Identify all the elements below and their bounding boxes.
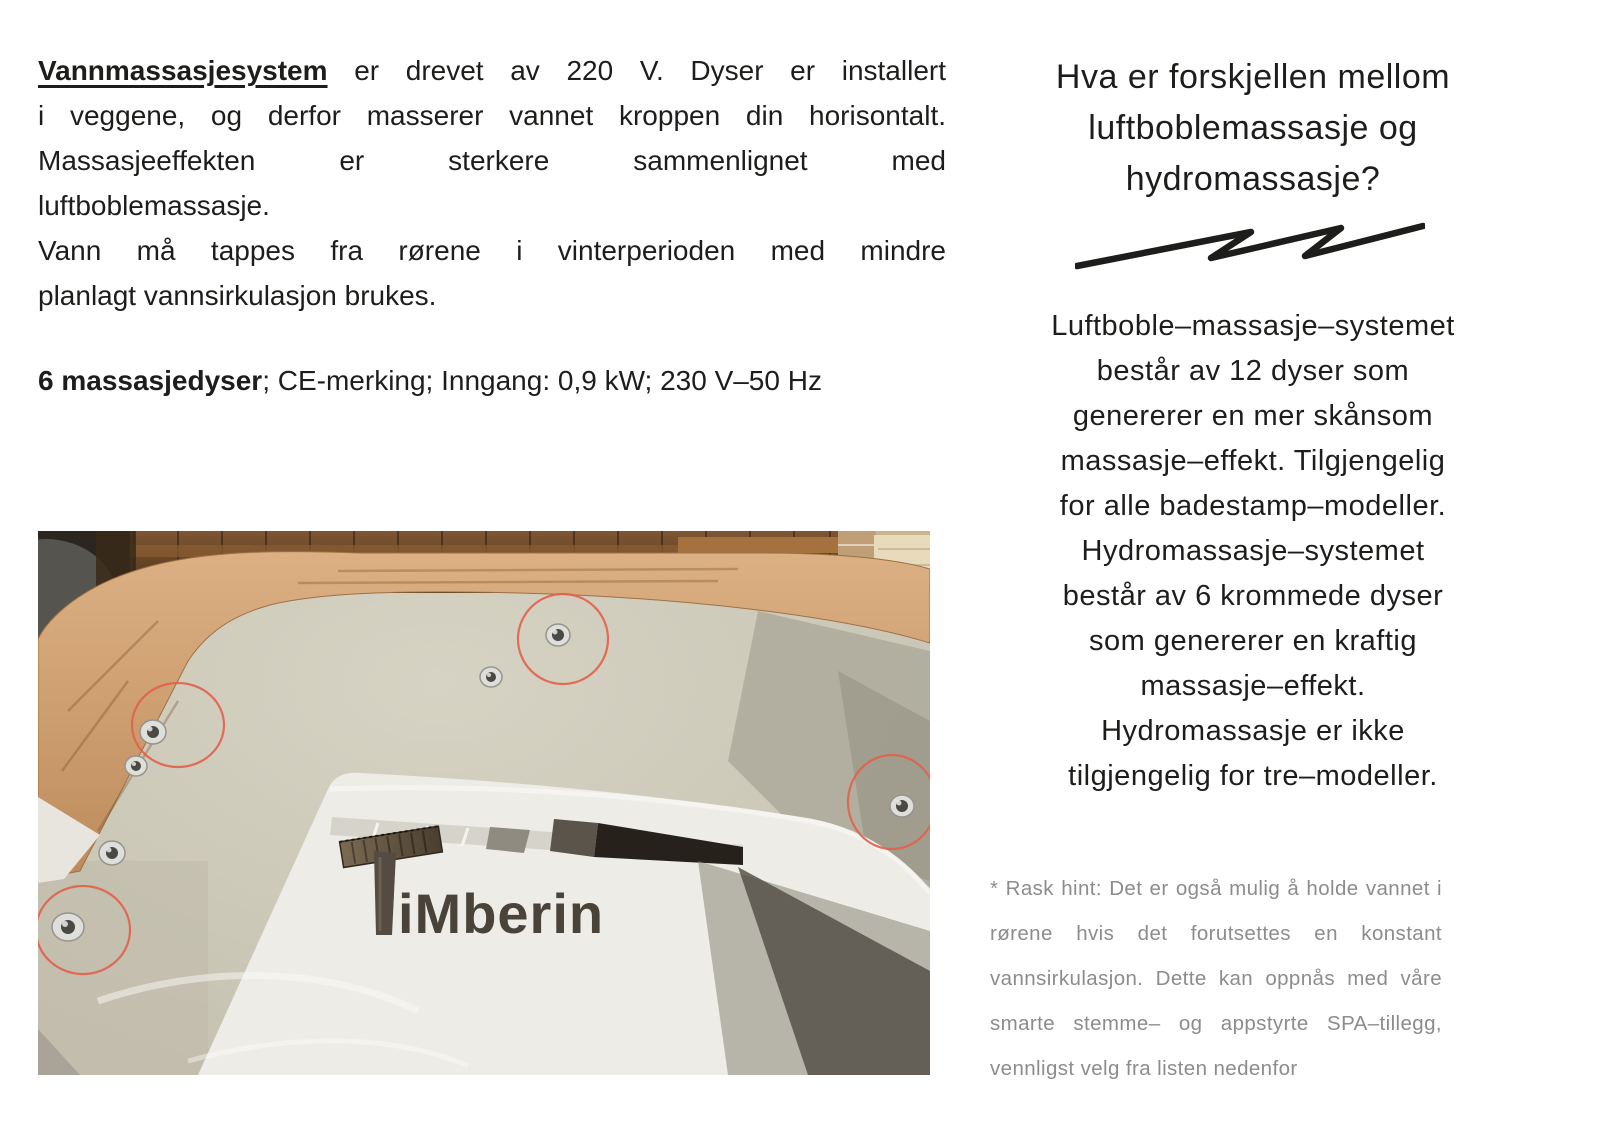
- answer-line: for alle badestamp–modeller.: [1059, 490, 1447, 522]
- hint-line: vennligst velg fra listen nedenfor: [990, 1057, 1298, 1080]
- answer-line: massasje–effekt. Tilgjengelig: [1060, 445, 1446, 477]
- winter-note-line-1: Vann må tappes fra rørene i vinterperioden med mindre: [38, 235, 946, 266]
- question-heading-line-2: luftboblemassasje og: [1088, 109, 1418, 147]
- answer-line: Luftboble–massasje–systemet: [1051, 310, 1455, 342]
- massage-jet: [99, 841, 125, 865]
- intro-lead-term: Vannmassasjesystem: [38, 55, 328, 86]
- answer-line: genererer en mer skånsom: [1072, 400, 1434, 432]
- wall-shade-left: [38, 861, 208, 1075]
- massage-jet: [546, 624, 570, 646]
- spec-line: [38, 360, 946, 402]
- hint-line: * Rask hint: Det er også mulig å holde vannet i: [990, 877, 1442, 900]
- answer-line: tilgjengelig for tre–modeller.: [1068, 760, 1438, 792]
- intro-line-1: [38, 48, 946, 93]
- underline-squiggle: [1075, 222, 1425, 270]
- massage-jet: [52, 913, 84, 941]
- answer-line: massasje–effekt.: [1140, 670, 1366, 702]
- hint-line: rørene hvis det forutsettes en konstant: [990, 922, 1442, 945]
- answer-paragraph: [988, 304, 1518, 799]
- question-heading-line-1: Hva er forskjellen mellom: [1055, 58, 1451, 96]
- answer-line: som genererer en kraftig: [1089, 625, 1417, 657]
- intro-line-2: i veggene, og derfor masserer vannet kroppen din horisontalt.: [38, 100, 946, 131]
- hint-line: vannsirkulasjon. Dette kan oppnås med våre: [990, 967, 1442, 990]
- massage-jet: [125, 756, 147, 776]
- answer-line: består av 6 krommede dyser: [1062, 580, 1444, 612]
- winter-note-line-2: planlagt vannsirkulasjon brukes.: [38, 280, 437, 311]
- hint-line: smarte stemme– og appstyrte SPA–tillegg,: [990, 1012, 1442, 1035]
- answer-line: Hydromassasje er ikke: [1101, 715, 1405, 747]
- hot-tub-photo: [38, 531, 930, 1075]
- intro-line-4: luftboblemassasje.: [38, 190, 270, 221]
- logo-word-rest: iMberin: [398, 882, 605, 945]
- footwell-fade: [550, 819, 598, 857]
- paragraph-gap: [38, 318, 946, 360]
- massage-jet: [140, 720, 166, 744]
- question-heading-line-3: hydromassasje?: [1125, 160, 1381, 198]
- answer-line: består av 12 dyser som: [1096, 355, 1410, 387]
- spec-details: ; CE-merking; Inngang: 0,9 kW; 230 V–50 Hz: [262, 365, 822, 396]
- massage-jet: [480, 667, 502, 687]
- intro-line-3: Massasjeeffekten er sterkere sammenlignet med: [38, 145, 946, 176]
- massage-jet: [890, 795, 914, 817]
- answer-line: Hydromassasje–systemet: [1081, 535, 1425, 567]
- hint-note: [990, 866, 1442, 1091]
- intro-line-1-rest: er drevet av 220 V. Dyser er installert: [327, 55, 946, 86]
- spec-jet-count: 6 massasjedyser: [38, 365, 263, 396]
- intro-section: [38, 48, 946, 402]
- question-heading: [988, 52, 1518, 205]
